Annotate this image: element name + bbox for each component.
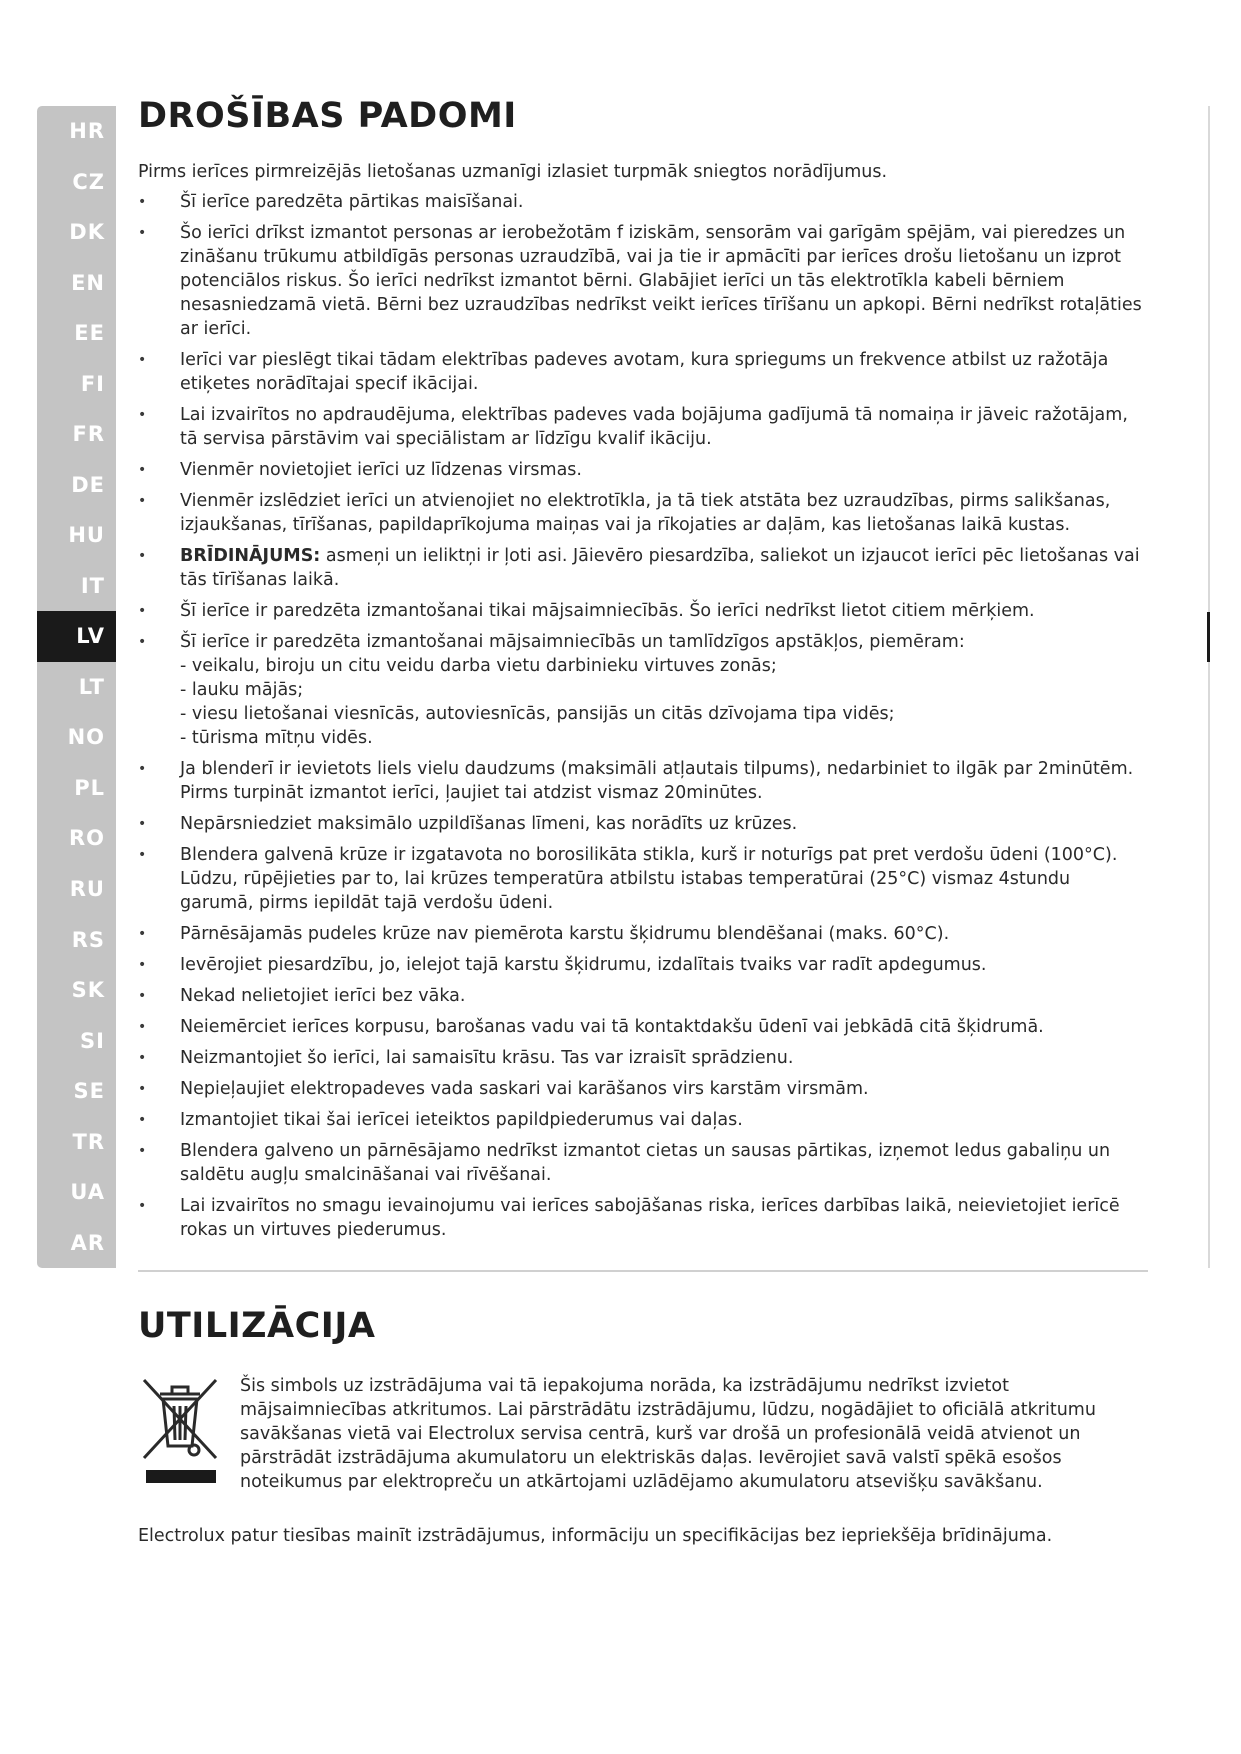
list-item: • Ja blenderī ir ievietots liels vielu daudzums (maksimāli atļautais tilpums), nedarbiniet to ilgāk par 2minūtēm. Pirms turpināt izmantot ierīci, ļaujiet tai atdzist vismaz 20minūtes.	[138, 757, 1148, 805]
list-item-similar	[138, 630, 1148, 750]
lang-tab-no[interactable]: NO	[67, 725, 105, 750]
lang-tab-ru[interactable]: RU	[69, 876, 105, 901]
footer-note: Electrolux patur tiesības mainīt izstrādājumus, informāciju un specifikācijas bez iepriekšēja brīdinājuma.	[138, 1526, 1053, 1546]
list-item: • Pārnēsājamās pudeles krūze nav piemērota karstu šķidrumu blendēšanai (maks. 60°C).	[138, 922, 1148, 946]
lang-tab-rs[interactable]: RS	[71, 927, 105, 952]
list-item-warning	[138, 544, 1148, 592]
right-edge-marker	[1207, 612, 1210, 662]
similar-lead: • Šī ierīce ir paredzēta izmantošanai mājsaimniecībās un tamlīdzīgos apstākļos, piemēram:	[180, 632, 965, 652]
list-item: • Nekad nelietojiet ierīci bez vāka.	[138, 984, 1148, 1008]
list-item: • Nepieļaujiet elektropadeves vada saskari vai karāšanos virs karstām virsmām.	[138, 1077, 1148, 1101]
lang-tab-ar[interactable]: AR	[70, 1230, 105, 1255]
warning-text: asmeņi un ieliktņi ir ļoti asi. Jāievēro piesardzība, saliekot un izjaucot ierīci pēc lietošanas vai tās tīrīšanas laikā.	[180, 546, 1140, 590]
list-item: • Vienmēr novietojiet ierīci uz līdzenas virsmas.	[138, 458, 1148, 482]
list-item: • Neiemērciet ierīces korpusu, barošanas vadu vai tā kontaktdakšu ūdenī vai jebkādā citā šķidrumā.	[138, 1015, 1148, 1039]
safety-title: DROŠĪBAS PADOMI	[138, 96, 517, 136]
safety-list	[138, 190, 1148, 1242]
list-item: • Neizmantojiet šo ierīci, lai samaisītu krāsu. Tas var izraisīt sprādzienu.	[138, 1046, 1148, 1070]
section-divider	[138, 1270, 1148, 1272]
lang-tab-fi[interactable]: FI	[80, 371, 105, 396]
list-item: • Vienmēr izslēdziet ierīci un atvienojiet no elektrotīkla, ja tā tiek atstāta bez uzraudzības, pirms salikšanas, izjaukšanas, tīrīšanas, papildaprīkojuma maiņas vai ja rīkojaties ar daļām, kas lietošanas laikā kustas.	[138, 489, 1148, 537]
lang-tab-fr[interactable]: FR	[72, 422, 105, 447]
list-item: • Ievērojiet piesardzību, jo, ielejot tajā karstu šķidrumu, izdalītais tvaiks var radīt apdegumus.	[138, 953, 1148, 977]
list-item: • Lai izvairītos no smagu ievainojumu vai ierīces sabojāšanas riska, ierīces darbības laikā, neievietojiet ierīcē rokas un virtuves piederumus.	[138, 1194, 1148, 1242]
lang-tab-hr[interactable]: HR	[69, 119, 105, 144]
lang-tab-lt[interactable]: LT	[78, 674, 105, 699]
page-content	[138, 96, 1148, 1566]
disposal-title: UTILIZĀCIJA	[138, 1306, 376, 1346]
lang-tab-sk[interactable]: SK	[71, 978, 105, 1003]
lang-tab-ee[interactable]: EE	[74, 321, 105, 346]
right-edge-rule	[1208, 106, 1210, 1268]
lang-tab-dk[interactable]: DK	[69, 220, 105, 245]
safety-intro: Pirms ierīces pirmreizējās lietošanas uzmanīgi izlasiet turpmāk sniegtos norādījumus.	[138, 162, 888, 182]
similar-line: - tūrisma mītņu vidēs.	[180, 728, 373, 748]
lang-tab-se[interactable]: SE	[73, 1079, 105, 1104]
lang-tab-cz[interactable]: CZ	[72, 169, 105, 194]
lang-tab-tr[interactable]: TR	[72, 1129, 105, 1154]
disposal-block	[138, 1374, 1148, 1494]
similar-line: - viesu lietošanai viesnīcās, autoviesnīcās, pansijās un citās dzīvojama tipa vidēs;	[180, 704, 895, 724]
lang-tab-en[interactable]: EN	[71, 270, 105, 295]
lang-tab-de[interactable]: DE	[71, 472, 105, 497]
lang-tab-ro[interactable]: RO	[68, 826, 105, 851]
lang-tab-it[interactable]: IT	[80, 573, 105, 598]
disposal-text: Šis simbols uz izstrādājuma vai tā iepakojuma norāda, ka izstrādājumu nedrīkst izvietot mājsaimniecības atkritumos. Lai pārstrādātu izstrādājumu, lūdzu, nogādājiet to oficiālā atkritumu savākšanas vietā vai Electrolux servisa centrā, kurš var drošā un profesionālā veidā atvienot un pārstrādāt izstrādājuma akumulatoru un elektriskās daļas. Ievērojiet savā valstī spēkā esošos noteikumus par elektropreču un atkārtojami uzlādējamo akumulatoru atsevišķu savākšanu.	[240, 1376, 1096, 1492]
list-item: • Nepārsniedziet maksimālo uzpildīšanas līmeni, kas norādīts uz krūzes.	[138, 812, 1148, 836]
lang-tab-si[interactable]: SI	[80, 1028, 105, 1053]
list-item: • Lai izvairītos no apdraudējuma, elektrības padeves vada bojājuma gadījumā tā nomaiņa ir jāveic ražotājam, tā servisa pārstāvim vai speciālistam ar līdzīgu kvalif ikāciju.	[138, 403, 1148, 451]
list-item: • Blendera galvenā krūze ir izgatavota no borosilikāta stikla, kurš ir noturīgs pat pret verdošu ūdeni (100°C). Lūdzu, rūpējieties par to, lai krūzes temperatūra atbilstu istabas temperatūrai (25°C) vismaz 4stundu garumā, pirms iepildāt tajā verdošu ūdeni.	[138, 843, 1148, 915]
lang-tab-ua[interactable]: UA	[70, 1180, 105, 1205]
list-item: • Šī ierīce paredzēta pārtikas maisīšanai.	[138, 190, 1148, 214]
language-tabs	[37, 106, 116, 1268]
list-item: • Šī ierīce ir paredzēta izmantošanai tikai mājsaimniecībās. Šo ierīci nedrīkst lietot citiem mērķiem.	[138, 599, 1148, 623]
list-item: • Blendera galveno un pārnēsājamo nedrīkst izmantot cietas un sausas pārtikas, izņemot ledus gabaliņu un saldētu augļu smalcināšanai vai rīvēšanai.	[138, 1139, 1148, 1187]
similar-line: - veikalu, biroju un citu veidu darba vietu darbinieku virtuves zonās;	[180, 656, 777, 676]
list-item: • Šo ierīci drīkst izmantot personas ar ierobežotām f iziskām, sensorām vai garīgām spējām, vai pieredzes un zināšanu trūkumu atbildīgās personas uzraudzībā, vai ja tie ir apmācīti par ierīces drošu lietošanu un izprot potenciālos riskus. Šo ierīci nedrīkst izmantot bērni. Glabājiet ierīci un tās elektrotīkla kabeli bērniem nesasniedzamā vietā. Bērni bez uzraudzības nedrīkst veikt ierīces tīrīšanu un apkopi. Bērni nedrīkst rotaļāties ar ierīci.	[138, 221, 1148, 341]
weee-crossed-bin-icon	[138, 1374, 240, 1494]
similar-line: - lauku mājās;	[180, 680, 304, 700]
list-item: • Izmantojiet tikai šai ierīcei ieteiktos papildpiederumus vai daļas.	[138, 1108, 1148, 1132]
lang-tab-pl[interactable]: PL	[74, 775, 105, 800]
list-item: • Ierīci var pieslēgt tikai tādam elektrības padeves avotam, kura spriegums un frekvence atbilst uz ražotāja etiķetes norādītajai specif ikācijai.	[138, 348, 1148, 396]
lang-tab-hu[interactable]: HU	[68, 523, 105, 548]
warning-label: BRĪDINĀJUMS:	[180, 546, 321, 566]
lang-tab-lv[interactable]: LV	[37, 611, 116, 662]
